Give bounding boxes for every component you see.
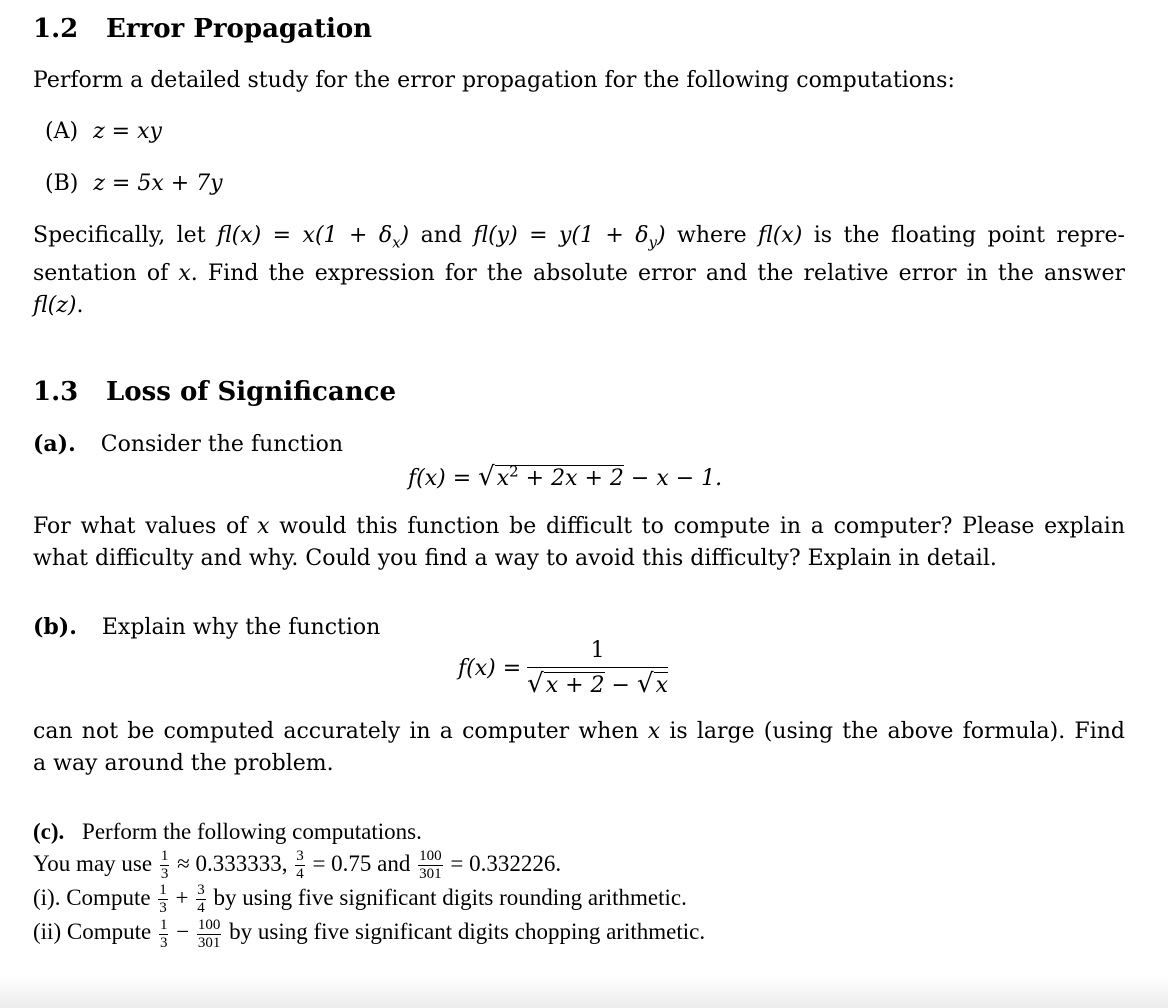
given-text: ≈ 0.333333,	[171, 851, 288, 876]
part-c	[33, 816, 1125, 951]
spec-math-sub: x	[392, 233, 401, 252]
spec-math	[216, 223, 410, 252]
part-a-text-span: would this function be difficult to compute in a computer? Please explain	[279, 514, 1125, 539]
minus-sign: −	[604, 673, 637, 698]
sqrt-symbol: √	[478, 462, 495, 492]
fraction-numerator: 1	[527, 640, 668, 668]
given-text: = 0.75 and	[306, 851, 411, 876]
fraction-numerator: 1	[159, 882, 167, 899]
part-a-line-1	[33, 511, 1125, 543]
radicand-rest: + 2x + 2	[518, 466, 624, 491]
part-b-line-1	[33, 716, 1125, 748]
item-i-text: by using five significant digits rounding arithmetic.	[213, 885, 687, 911]
item-a-expression: z = xy	[93, 119, 162, 144]
spec-math-part: )	[657, 223, 666, 248]
radicand	[495, 462, 624, 491]
radicand-exponent: 2	[509, 462, 519, 481]
part-c-item-ii	[33, 916, 1125, 950]
spec-math-part: )	[400, 223, 410, 248]
equation-b-fraction	[527, 640, 668, 697]
part-a-label: (a).	[33, 431, 76, 457]
section-number: 1.3	[33, 377, 79, 407]
fraction-denominator: 301	[419, 866, 442, 883]
item-a	[45, 116, 1137, 148]
equation-a	[408, 462, 722, 492]
item-b-expression: z = 5x + 7y	[93, 171, 223, 196]
section-title: Error Propagation	[106, 14, 373, 44]
section-heading-1-3	[33, 377, 1125, 407]
spec-math-part: fl(x) = x(1 + δ	[216, 223, 393, 248]
fraction-numerator: 1	[159, 916, 168, 933]
spec-math: x	[178, 261, 191, 287]
part-b-text-span: can not be computed accurately in a computer when	[33, 719, 639, 744]
item-ii-label: (ii) Compute	[33, 919, 152, 945]
equation-lhs: f(x) =	[408, 466, 479, 491]
given-text: You may use	[33, 851, 153, 876]
part-c-intro-text: Perform the following computations.	[82, 819, 422, 844]
fraction-denominator: 3	[159, 900, 167, 917]
radicand-x: x	[496, 466, 510, 491]
part-c-item-i	[33, 882, 1125, 916]
radicand-2: x	[655, 673, 668, 698]
sqrt-symbol: √	[636, 669, 654, 699]
bottom-shadow	[0, 975, 1168, 1008]
fraction-1-3	[158, 883, 168, 916]
item-i-label: (i). Compute	[33, 885, 151, 911]
part-a-text	[33, 511, 1125, 575]
section-number: 1.2	[33, 14, 79, 44]
part-b-intro-text: Explain why the function	[101, 615, 381, 640]
part-a-intro	[33, 428, 1125, 461]
intro-paragraph: Perform a detailed study for the error propagation for the following computations:	[33, 68, 955, 93]
fraction-denominator: 4	[197, 900, 205, 917]
spec-text: and	[420, 223, 462, 248]
fraction-numerator: 1	[160, 848, 169, 865]
part-a-intro-text: Consider the function	[100, 432, 344, 457]
part-c-given-values	[33, 848, 1125, 882]
spec-line-3	[33, 290, 1125, 322]
part-b-text-span: is large (using the above formula). Find	[669, 719, 1125, 744]
spec-math-part: fl(y) = y(1 + δ	[473, 223, 649, 248]
fraction-1-3	[160, 849, 170, 882]
part-b-label: (b).	[33, 614, 77, 640]
fraction-denominator: 3	[159, 934, 168, 951]
fraction-100-301	[197, 918, 222, 951]
spec-math: fl(x)	[758, 223, 803, 248]
minus-sign: −	[176, 919, 190, 945]
item-b-label: (B)	[45, 171, 79, 196]
part-a-math-x: x	[257, 514, 270, 539]
part-b-text	[33, 716, 1125, 780]
part-c-label: (c).	[33, 819, 65, 844]
fraction-denominator: 3	[160, 866, 169, 883]
spec-line-1	[33, 220, 1125, 258]
section-title: Loss of Significance	[106, 377, 396, 407]
fraction-100-301	[418, 849, 443, 882]
given-text: = 0.332226.	[444, 851, 562, 876]
fraction-3-4	[295, 849, 305, 882]
fraction-denominator	[527, 668, 668, 697]
sqrt-symbol: √	[527, 669, 544, 699]
spec-text: is the floating point repre-	[813, 223, 1125, 248]
item-a-label: (A)	[45, 119, 79, 144]
part-c-intro	[33, 816, 1125, 848]
spec-text: . Find the expression for the absolute error and the relative error in the answer	[190, 261, 1125, 287]
spec-math: fl(z)	[33, 293, 77, 319]
part-a-line-2: what difficulty and why. Could you find a way to avoid this difficulty? Explain in detail.	[33, 546, 997, 571]
spec-text: .	[76, 293, 84, 319]
part-b-line-2: a way around the problem.	[33, 751, 334, 776]
equation-tail: − x − 1.	[623, 466, 723, 491]
spec-line-2	[33, 258, 1125, 290]
fraction-denominator: 4	[296, 866, 304, 883]
spec-text: where	[677, 223, 747, 248]
fraction-denominator: 301	[197, 934, 221, 951]
fraction-numerator: 3	[296, 848, 304, 865]
fraction-numerator: 3	[197, 882, 205, 899]
spec-text: sentation of	[33, 261, 169, 287]
spec-math-sub: y	[648, 233, 658, 252]
section-heading-1-2	[33, 14, 1125, 44]
fraction-numerator: 100	[197, 916, 221, 933]
spec-math	[473, 223, 666, 252]
plus-sign: +	[175, 885, 189, 911]
fraction-3-4	[196, 883, 206, 916]
fraction-numerator: 100	[419, 848, 442, 865]
spec-text: Specifically, let	[33, 223, 206, 248]
item-ii-text: by using five significant digits chopping arithmetic.	[229, 919, 706, 945]
specification-paragraph	[33, 220, 1125, 322]
equation-b	[458, 640, 670, 697]
item-b	[45, 168, 1137, 200]
fraction-1-3	[159, 918, 169, 951]
part-b-math-x: x	[647, 719, 661, 744]
radicand-1: x + 2	[545, 673, 605, 698]
equation-lhs: f(x) =	[458, 656, 522, 681]
part-a-text-span: For what values of	[33, 514, 248, 539]
